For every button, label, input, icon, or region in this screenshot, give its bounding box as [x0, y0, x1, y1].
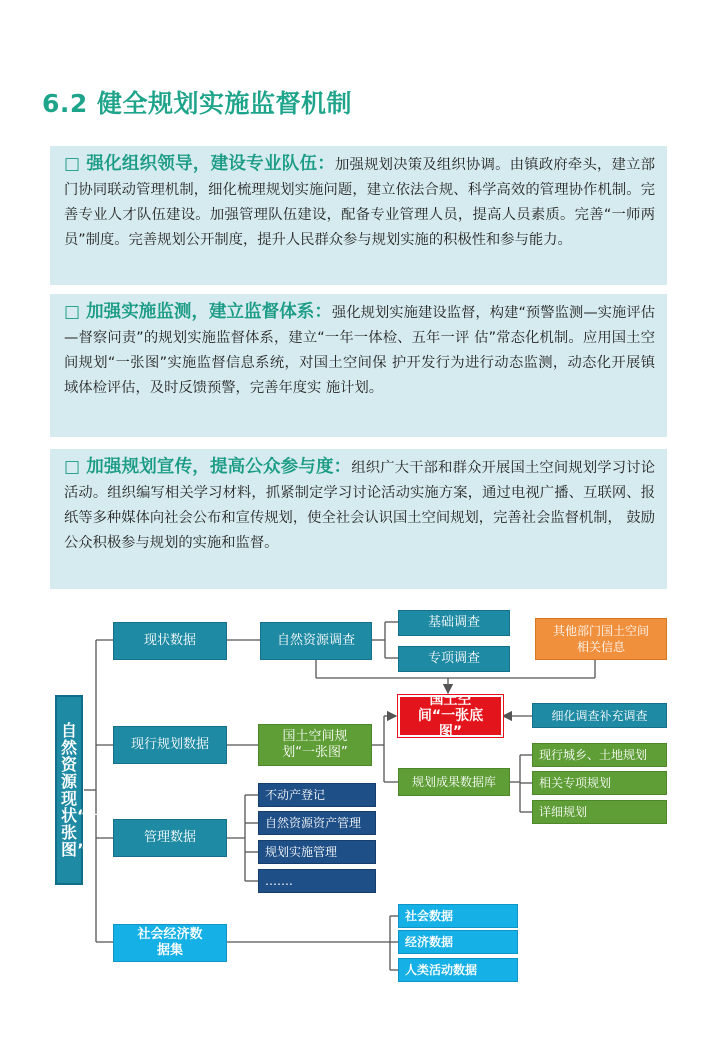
root-label: 自然资源现状“一张图” — [61, 721, 104, 859]
block-heading: 强化组织领导，建设专业队伍： — [86, 154, 335, 174]
section-title: 6.2 健全规划实施监督机制 — [42, 89, 352, 118]
base-map-node: 国土空间“一张底图” — [398, 695, 503, 737]
social-item-economic: 经济数据 — [398, 930, 518, 954]
management-item-assets: 自然资源资产管理 — [258, 811, 376, 835]
management-item-real-estate: 不动产登记 — [258, 783, 376, 807]
management-item-more: ……. — [258, 869, 376, 893]
block-heading: 加强实施监测，建立监督体系： — [86, 302, 332, 322]
category-current-plans: 现行规划数据 — [113, 726, 227, 764]
survey-item-basic: 基础调查 — [398, 610, 510, 636]
checkbox-bullet-icon: □ — [64, 302, 81, 322]
root-node — [55, 695, 104, 885]
results-db-node: 规划成果数据库 — [398, 768, 510, 796]
block-body: 强化规划实施建设监督，构建“预警监测—实施评估—督察问责”的规划实施监督体系，建立“一年一体检、五年一评 估”常态化机制。应用国土空间规划“一张图”实施监督信息系统，对国土空间保 护开发行为进行动态监测，动态化开展镇域体检评估，及时反馈预警，完善年度实 施计划。 — [64, 305, 656, 396]
natural-survey-node: 自然资源调查 — [260, 622, 372, 660]
detailed-survey-node: 细化调查补充调查 — [532, 703, 667, 728]
survey-item-special: 专项调查 — [398, 646, 510, 672]
category-socioeconomic: 社会经济数据集 — [113, 924, 227, 962]
social-item-human-activity: 人类活动数据 — [398, 958, 518, 982]
block-body: 加强规划决策及组织协调。由镇政府牵头，建立部门协同联动管理机制，细化梳理规划实施问题，建立依法合规、科学高效的管理协作机制。完善专业人才队伍建设。加强管理队伍建设，配备专业管理人员，提高人员素质。完善“一师两员”制度。完善规划公开制度，提升人民群众参与规划实施的积极性和参与能力。 — [64, 157, 656, 248]
category-management-data: 管理数据 — [113, 819, 227, 857]
results-item-special: 相关专项规划 — [532, 771, 667, 795]
block-heading: 加强规划宣传，提高公众参与度： — [86, 457, 352, 477]
results-item-urban-rural: 现行城乡、土地规划 — [532, 743, 667, 767]
social-item-social: 社会数据 — [398, 904, 518, 928]
other-departments-node: 其他部门国土空间相关信息 — [535, 618, 667, 660]
results-item-detailed: 详细规划 — [532, 800, 667, 824]
block-body: 组织广大干部和群众开展国土空间规划学习讨论活动。组织编写相关学习材料，抓紧制定学习讨论活动实施方案，通过电视广播、互联网、报纸等多种媒体向社会公布和宣传规划，使全社会认识国土空间规划，完善社会监督机制， 鼓励公众积极参与规划的实施和监督。 — [64, 460, 656, 551]
checkbox-bullet-icon: □ — [64, 457, 81, 477]
checkbox-bullet-icon: □ — [64, 154, 81, 174]
management-item-planning: 规划实施管理 — [258, 840, 376, 864]
category-current-data: 现状数据 — [113, 622, 227, 660]
planning-map-node: 国土空间规划“一张图” — [258, 724, 372, 766]
